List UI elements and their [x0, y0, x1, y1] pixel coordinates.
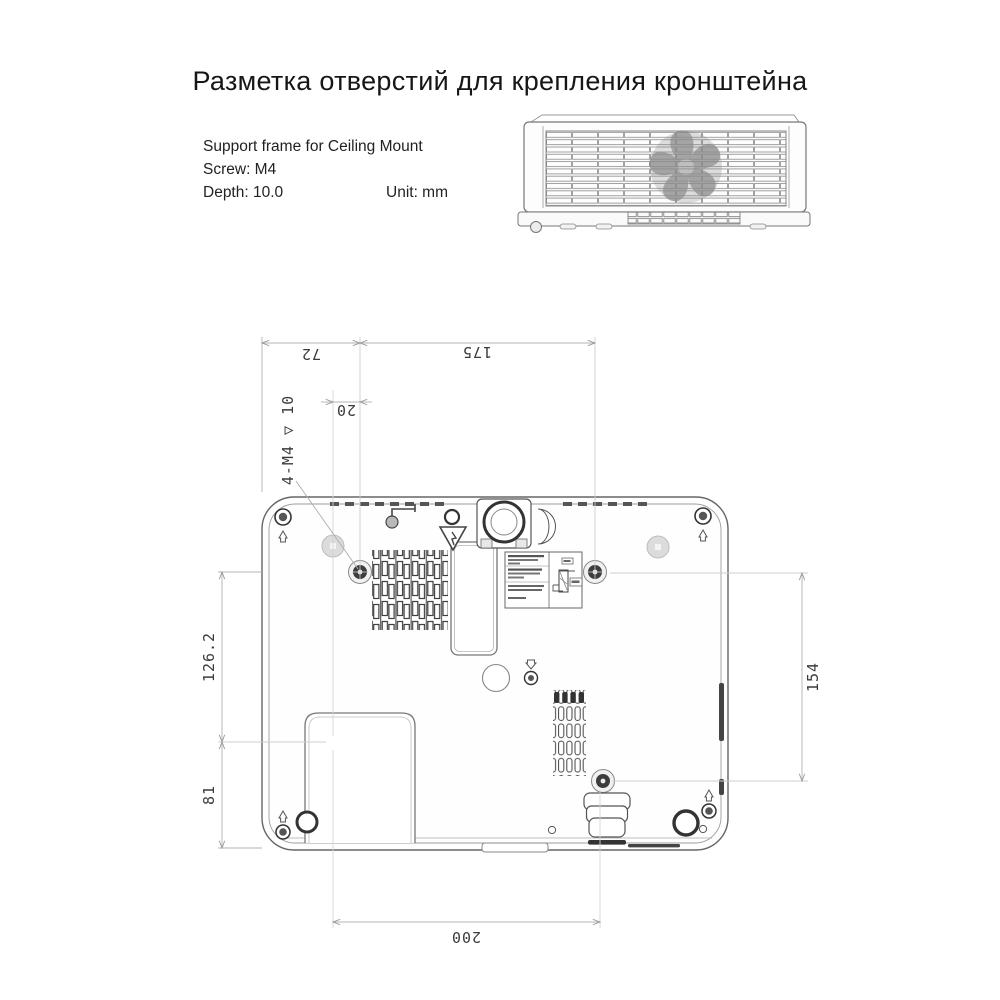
dim-81: 81: [200, 784, 218, 806]
spec-depth: Depth: 10.0: [203, 184, 284, 201]
spec-screw: Screw: M4: [203, 161, 277, 178]
foot-rear-right: [674, 811, 698, 835]
dim-154: 154: [804, 661, 822, 693]
dim-20: 20: [335, 401, 357, 419]
tripod-hole: [483, 665, 510, 692]
page-title: Разметка отверстий для крепления кронштейна: [192, 66, 808, 96]
lamp-cover: [451, 542, 497, 655]
dim-screw-callout: 4-M4 ▽ 10: [279, 394, 297, 486]
spec-unit: Unit: mm: [386, 184, 448, 201]
small-hole-right: [699, 825, 706, 832]
projector-bottom-view: [262, 497, 728, 852]
label-sticker: [505, 552, 582, 608]
dim-200: 200: [450, 928, 482, 946]
heatsink-vent-grid: [372, 550, 448, 630]
front-foot: [531, 222, 542, 233]
small-hole-center: [548, 826, 555, 833]
front-grille: [546, 131, 786, 206]
dim-72: 72: [300, 345, 322, 363]
dim-175: 175: [461, 343, 493, 361]
focus-wheel: [477, 499, 531, 548]
projector-front-view: [518, 115, 810, 233]
foot-rear-left: [297, 812, 317, 832]
bottom-tab: [482, 843, 548, 852]
mount-hole-lower-right: [592, 770, 615, 793]
battery-hatch: [305, 713, 415, 843]
dim-126-2: 126.2: [200, 631, 218, 683]
spec-support-frame: Support frame for Ceiling Mount: [203, 138, 423, 155]
bottom-slot: [628, 844, 680, 847]
right-edge-slot: [719, 683, 724, 741]
screw-hole-top-center: [445, 510, 459, 524]
front-bottom-grille: [628, 212, 740, 224]
